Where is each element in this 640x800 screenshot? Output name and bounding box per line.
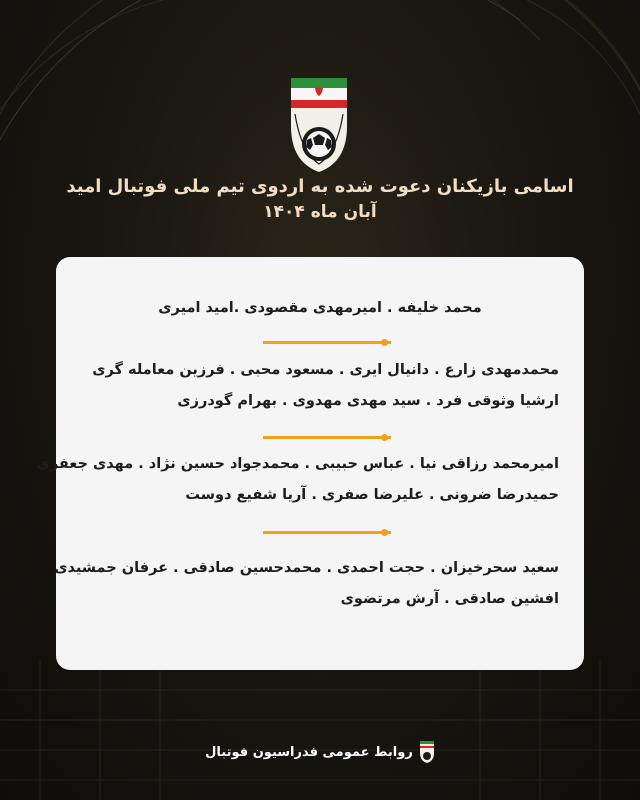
players-card xyxy=(36,257,584,670)
player-line: امیرمحمد رزاقی نیا . عباس حبیبی . محمدجواد حسین نژاد . مهدی جعفری xyxy=(36,456,559,472)
player-group-1 xyxy=(56,293,584,324)
player-line: سعید سحرخیزان . حجت احمدی . محمدحسین صادقی . عرفان جمشیدی xyxy=(54,560,559,576)
separator xyxy=(263,341,391,344)
player-group-4 xyxy=(56,553,584,615)
page-title: اسامی بازیکنان دعوت شده به اردوی تیم ملی فوتبال امید xyxy=(66,176,574,197)
footer xyxy=(0,740,640,768)
player-line: افشین صادقی . آرش مرتضوی xyxy=(340,591,559,607)
player-line: حمیدرضا ضرونی . علیرضا صفری . آریا شفیع دوست xyxy=(185,487,559,503)
federation-small-logo xyxy=(419,740,435,764)
player-line: ارشیا وثوقی فرد . سید مهدی مهدوی . بهرام گودرزی xyxy=(177,393,559,409)
date-subtitle: آبان ماه ۱۴۰۴ xyxy=(263,202,377,222)
player-group-3 xyxy=(36,449,584,511)
player-line: محمدمهدی زارع . دانیال ایری . مسعود محبی . فرزین معامله گری xyxy=(92,362,559,378)
separator xyxy=(263,436,391,439)
separator-dot xyxy=(381,434,388,441)
federation-logo xyxy=(287,74,351,174)
player-group-2 xyxy=(56,355,584,417)
separator-dot xyxy=(381,529,388,536)
separator-dot xyxy=(381,339,388,346)
separator xyxy=(263,531,391,534)
footer-text: روابط عمومی فدراسیون فوتبال xyxy=(205,744,413,760)
player-line: محمد خلیفه . امیرمهدی مقصودی .امید امیری xyxy=(158,300,482,316)
